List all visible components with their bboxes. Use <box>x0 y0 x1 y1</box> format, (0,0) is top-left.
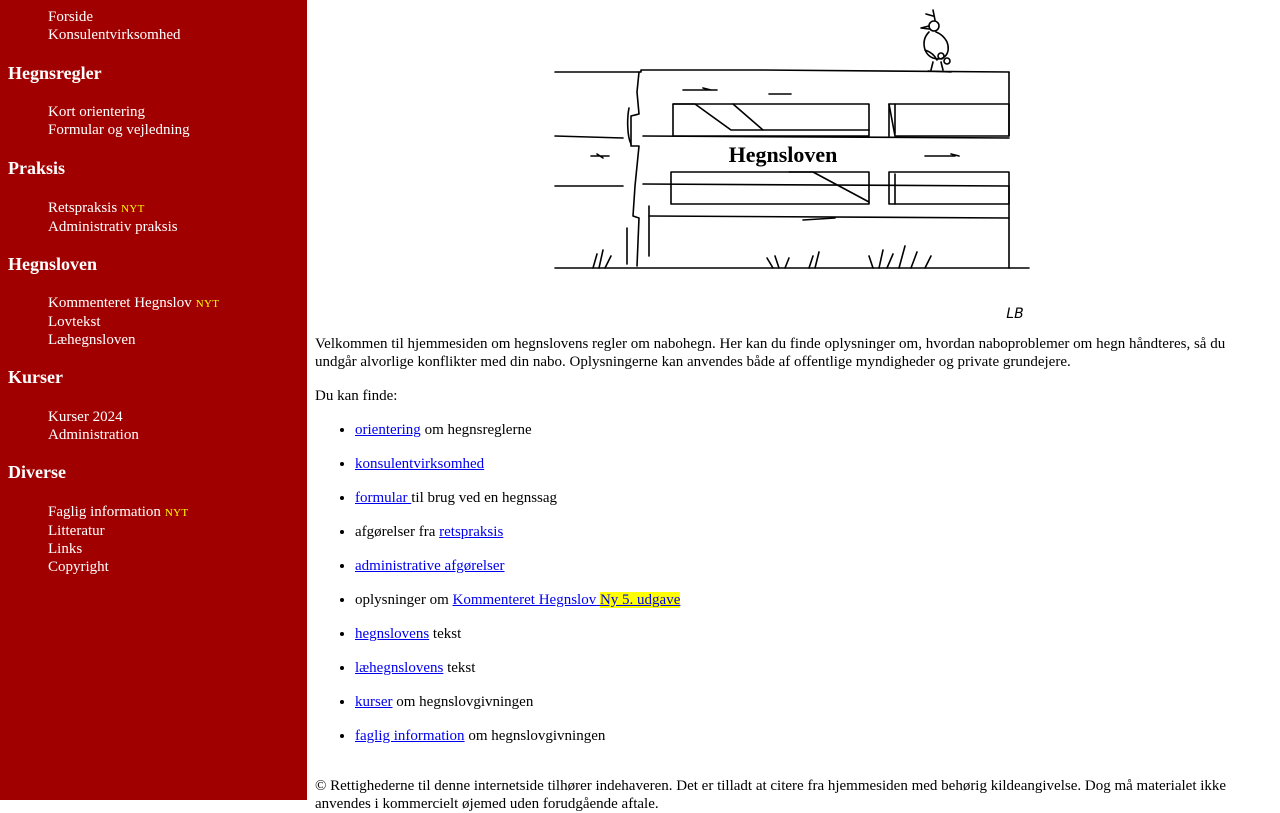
sidebar-link-label: Links <box>48 541 83 557</box>
list-item <box>355 455 680 489</box>
new-badge: NYT <box>121 203 145 215</box>
section-links-hegnsregler <box>48 103 190 139</box>
section-heading-diverse: Diverse <box>8 462 66 482</box>
list-item <box>355 489 680 523</box>
link-retspraksis[interactable]: retspraksis <box>439 524 504 540</box>
fence-gate-illustration <box>553 6 1033 324</box>
item-suffix: om hegnsreglerne <box>420 422 532 438</box>
link-kommenteret-hegnslov[interactable] <box>453 592 681 608</box>
illustration-title: Hegnsloven <box>728 142 838 167</box>
sidebar-link-label: Administration <box>48 427 139 443</box>
link-formular[interactable]: formular <box>355 490 412 506</box>
sidebar-link-retspraksis[interactable] <box>48 199 178 218</box>
item-prefix: afgørelser fra <box>355 524 440 540</box>
sidebar-link-label: Kurser 2024 <box>48 409 123 425</box>
sidebar-top-links <box>48 8 181 44</box>
list-item <box>355 693 680 727</box>
sidebar-link-formular[interactable] <box>48 121 190 139</box>
section-heading-hegnsloven: Hegnsloven <box>8 254 98 274</box>
bird-icon <box>921 10 951 72</box>
sidebar-link-copyright[interactable] <box>48 558 188 576</box>
sidebar-link-label: Kort orientering <box>48 104 146 120</box>
list-item <box>355 591 680 625</box>
link-faglig-information[interactable]: faglig information <box>355 728 465 744</box>
sidebar-link-label: Formular og vejledning <box>48 122 190 138</box>
item-suffix: tekst <box>443 660 476 676</box>
sidebar-link-kommenteret-hegnslov[interactable] <box>48 294 219 313</box>
list-item <box>355 659 680 693</box>
sidebar-link-label: Retspraksis <box>48 200 118 216</box>
new-edition-highlight: Ny 5. udgave <box>599 592 681 608</box>
new-badge: NYT <box>164 507 189 519</box>
link-label: Kommenteret Hegnslov <box>452 592 597 608</box>
sidebar-link-kort-orientering[interactable] <box>48 103 190 121</box>
main-content <box>315 0 1272 812</box>
sidebar-link-label: Administrativ praksis <box>48 219 178 235</box>
content-links-list <box>315 421 680 761</box>
link-orientering[interactable]: orientering <box>355 422 421 438</box>
item-suffix: til brug ved en hegnssag <box>411 490 558 506</box>
copyright-notice: © Rettighederne til denne internetside tilhører indehaveren. Det er tilladt at citere fra hjemmesiden med behørig kildeangivelse. Dog må materialet ikke anvendes i kommercielt øjemed uden forudgående aftale. <box>315 778 1227 812</box>
sidebar-link-label: Litteratur <box>48 523 105 539</box>
artist-signature: LB <box>1006 306 1024 322</box>
list-item <box>355 727 680 761</box>
link-administrative-afgorelser[interactable]: administrative afgørelser <box>355 558 505 574</box>
list-item <box>355 523 680 557</box>
sidebar-link-konsulentvirksomhed[interactable]: Konsulentvirksomhed <box>48 27 181 43</box>
item-suffix: om hegnslovgivningen <box>392 694 534 710</box>
lead-text: Du kan finde: <box>315 388 398 404</box>
section-heading-kurser: Kurser <box>8 367 63 387</box>
section-heading-praksis: Praksis <box>8 158 66 178</box>
sidebar-link-forside[interactable]: Forside <box>48 9 93 25</box>
sidebar-link-lovtekst[interactable] <box>48 313 219 331</box>
item-prefix: oplysninger om <box>355 592 453 608</box>
list-item <box>355 421 680 455</box>
link-laehegnslovens[interactable]: læhegnslovens <box>355 660 444 676</box>
sidebar-link-links[interactable] <box>48 540 188 558</box>
section-links-praksis <box>48 199 178 236</box>
link-hegnslovens[interactable]: hegnslovens <box>355 626 430 642</box>
list-item <box>355 625 680 659</box>
link-konsulentvirksomhed[interactable]: konsulentvirksomhed <box>355 456 485 472</box>
sidebar-link-label: Lovtekst <box>48 314 101 330</box>
sidebar-link-label: Faglig information <box>48 504 161 520</box>
section-links-hegnsloven <box>48 294 219 349</box>
section-links-diverse <box>48 503 188 576</box>
link-kurser[interactable]: kurser <box>355 694 393 710</box>
sidebar-link-administrativ-praksis[interactable] <box>48 218 178 236</box>
sidebar-link-laehegnsloven[interactable] <box>48 331 219 349</box>
sidebar-link-label: Læhegnsloven <box>48 332 136 348</box>
new-badge: NYT <box>195 298 220 310</box>
intro-paragraph: Velkommen til hjemmesiden om hegnslovens regler om nabohegn. Her kan du finde oplysninger om, hvordan naboproblemer om hegn håndteres, så du undgår alvorlige konflikter med din nabo. Oplysningerne kan anvendes både af offentlige myndigheder og private grundejere. <box>315 336 1226 370</box>
sidebar-link-administration[interactable] <box>48 426 139 444</box>
list-item <box>355 557 680 591</box>
sidebar-link-label: Copyright <box>48 559 109 575</box>
sidebar-link-kurser-2024[interactable] <box>48 408 139 426</box>
section-links-kurser <box>48 408 139 444</box>
item-suffix: om hegnslovgivningen <box>464 728 606 744</box>
section-heading-hegnsregler: Hegnsregler <box>8 63 102 83</box>
sidebar-link-litteratur[interactable] <box>48 522 188 540</box>
item-suffix: tekst <box>429 626 462 642</box>
sidebar-link-faglig-information[interactable] <box>48 503 188 522</box>
sidebar-link-label: Kommenteret Hegnslov <box>48 295 192 311</box>
sidebar <box>0 0 307 800</box>
